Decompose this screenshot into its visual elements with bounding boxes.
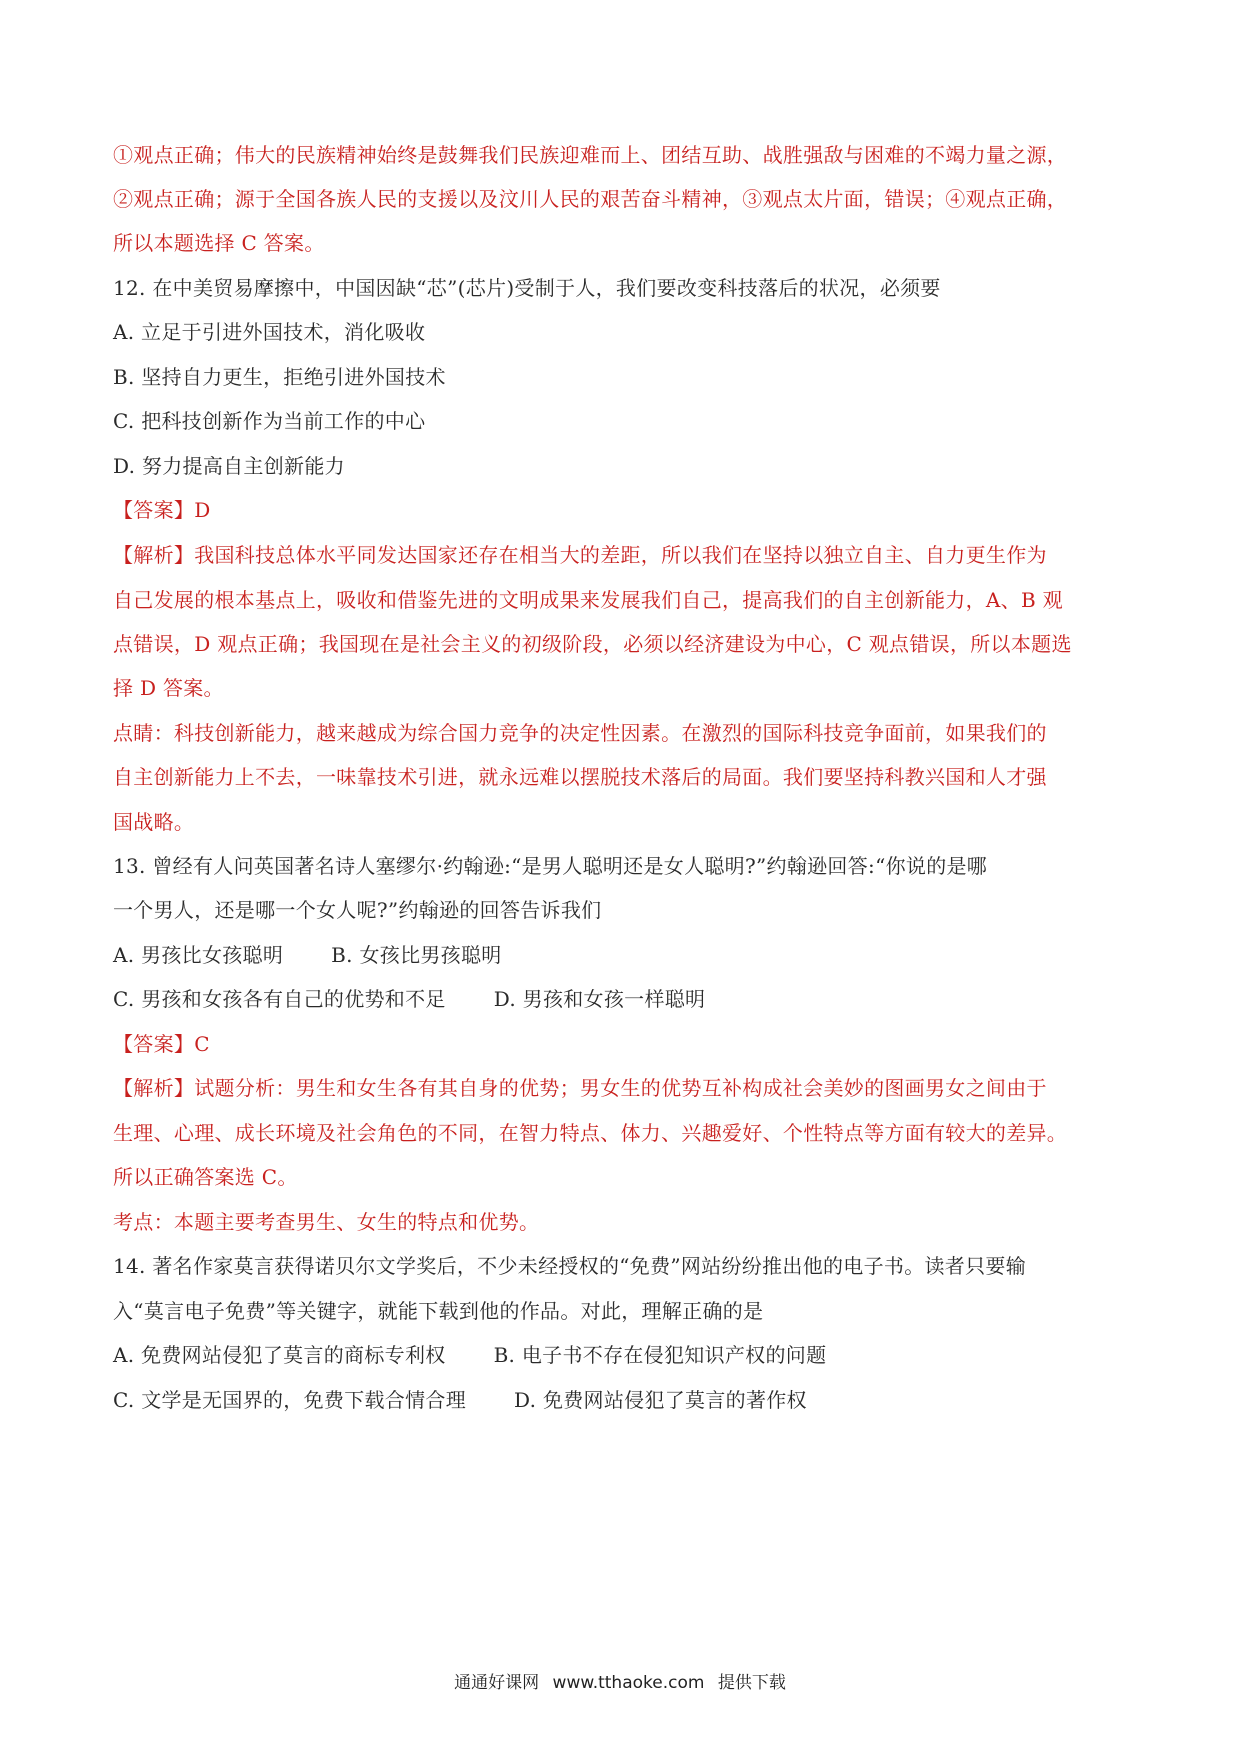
question-14-stem-line: 14. 著名作家莫言获得诺贝尔文学奖后，不少未经授权的“免费”网站纷纷推出他的电子书。读者只要输 <box>113 1254 1027 1278</box>
question-12-analysis-line: 择 D 答案。 <box>113 676 224 700</box>
page-footer <box>0 1668 1240 1693</box>
question-13-stem-line: 13. 曾经有人问英国著名诗人塞缪尔·约翰逊:“是男人聪明还是女人聪明?”约翰逊回答:“你说的是哪 <box>113 854 988 878</box>
footer-suffix: 提供下载 <box>717 1673 786 1693</box>
question-13-stem-line: 一个男人，还是哪一个女人呢?”约翰逊的回答告诉我们 <box>113 898 602 922</box>
q11-analysis-line: ①观点正确；伟大的民族精神始终是鼓舞我们民族迎难而上、团结互助、战胜强敌与困难的不竭力量之源， <box>113 143 1068 167</box>
question-12-analysis-line: 【解析】我国科技总体水平同发达国家还存在相当大的差距，所以我们在坚持以独立自主、自力更生作为 <box>113 543 1047 567</box>
question-12-stem: 12. 在中美贸易摩擦中，中国因缺“芯”(芯片)受制于人，我们要改变科技落后的状况，必须要 <box>113 276 941 300</box>
question-13-analysis-line: 【解析】试题分析：男生和女生各有其自身的优势；男女生的优势互补构成社会美妙的图画男女之间由于 <box>113 1076 1047 1100</box>
q11-analysis-line: ②观点正确；源于全国各族人民的支援以及汶川人民的艰苦奋斗精神，③观点太片面，错误；④观点正确， <box>113 187 1068 211</box>
question-12-option-c: C. 把科技创新作为当前工作的中心 <box>113 409 426 433</box>
question-13-option-c: C. 男孩和女孩各有自己的优势和不足 <box>113 987 446 1011</box>
question-13-analysis-line: 生理、心理、成长环境及社会角色的不同，在智力特点、体力、兴趣爱好、个性特点等方面有较大的差异。 <box>113 1121 1068 1145</box>
question-14-option-c: C. 文学是无国界的，免费下载合情合理 <box>113 1388 467 1412</box>
question-13-options-row-2 <box>113 984 1133 1014</box>
question-13-option-b: B. 女孩比男孩聪明 <box>331 943 502 967</box>
question-14-option-a: A. 免费网站侵犯了莫言的商标专利权 <box>113 1343 446 1367</box>
question-12-analysis-line: 自己发展的根本基点上，吸收和借鉴先进的文明成果来发展我们自己，提高我们的自主创新能力，A、B 观 <box>113 588 1063 612</box>
question-12-tip-line: 点睛：科技创新能力，越来越成为综合国力竞争的决定性因素。在激烈的国际科技竞争面前，如果我们的 <box>113 721 1047 745</box>
question-13-answer: 【答案】C <box>113 1032 210 1056</box>
question-12-analysis-line: 点错误，D 观点正确；我国现在是社会主义的初级阶段，必须以经济建设为中心，C 观点错误，所以本题选 <box>113 632 1072 656</box>
question-13-analysis-line: 所以正确答案选 C。 <box>113 1165 298 1189</box>
question-12-option-a: A. 立足于引进外国技术，消化吸收 <box>113 320 426 344</box>
question-12-option-b: B. 坚持自力更生，拒绝引进外国技术 <box>113 365 446 389</box>
question-14-option-b: B. 电子书不存在侵犯知识产权的问题 <box>493 1343 827 1367</box>
question-14-options-row-2 <box>113 1385 1133 1415</box>
question-13-options-row-1 <box>113 940 1133 970</box>
question-12-tip-line: 自主创新能力上不去，一味靠技术引进，就永远难以摆脱技术落后的局面。我们要坚持科教兴国和人才强 <box>113 765 1047 789</box>
question-13-point: 考点：本题主要考查男生、女生的特点和优势。 <box>113 1210 540 1234</box>
question-12-option-d: D. 努力提高自主创新能力 <box>113 454 345 478</box>
q11-analysis-line: 所以本题选择 C 答案。 <box>113 231 325 255</box>
footer-url[interactable]: www.tthaoke.com <box>552 1673 705 1693</box>
question-12-answer: 【答案】D <box>113 498 211 522</box>
question-13-option-d: D. 男孩和女孩一样聪明 <box>493 987 706 1011</box>
question-14-option-d: D. 免费网站侵犯了莫言的著作权 <box>514 1388 807 1412</box>
question-14-stem-line: 入“莫言电子免费”等关键字，就能下载到他的作品。对此，理解正确的是 <box>113 1299 764 1323</box>
question-13-option-a: A. 男孩比女孩聪明 <box>113 943 284 967</box>
question-12-tip-line: 国战略。 <box>113 810 195 834</box>
footer-site-name: 通通好课网 <box>454 1673 540 1693</box>
question-14-options-row-1 <box>113 1340 1133 1370</box>
